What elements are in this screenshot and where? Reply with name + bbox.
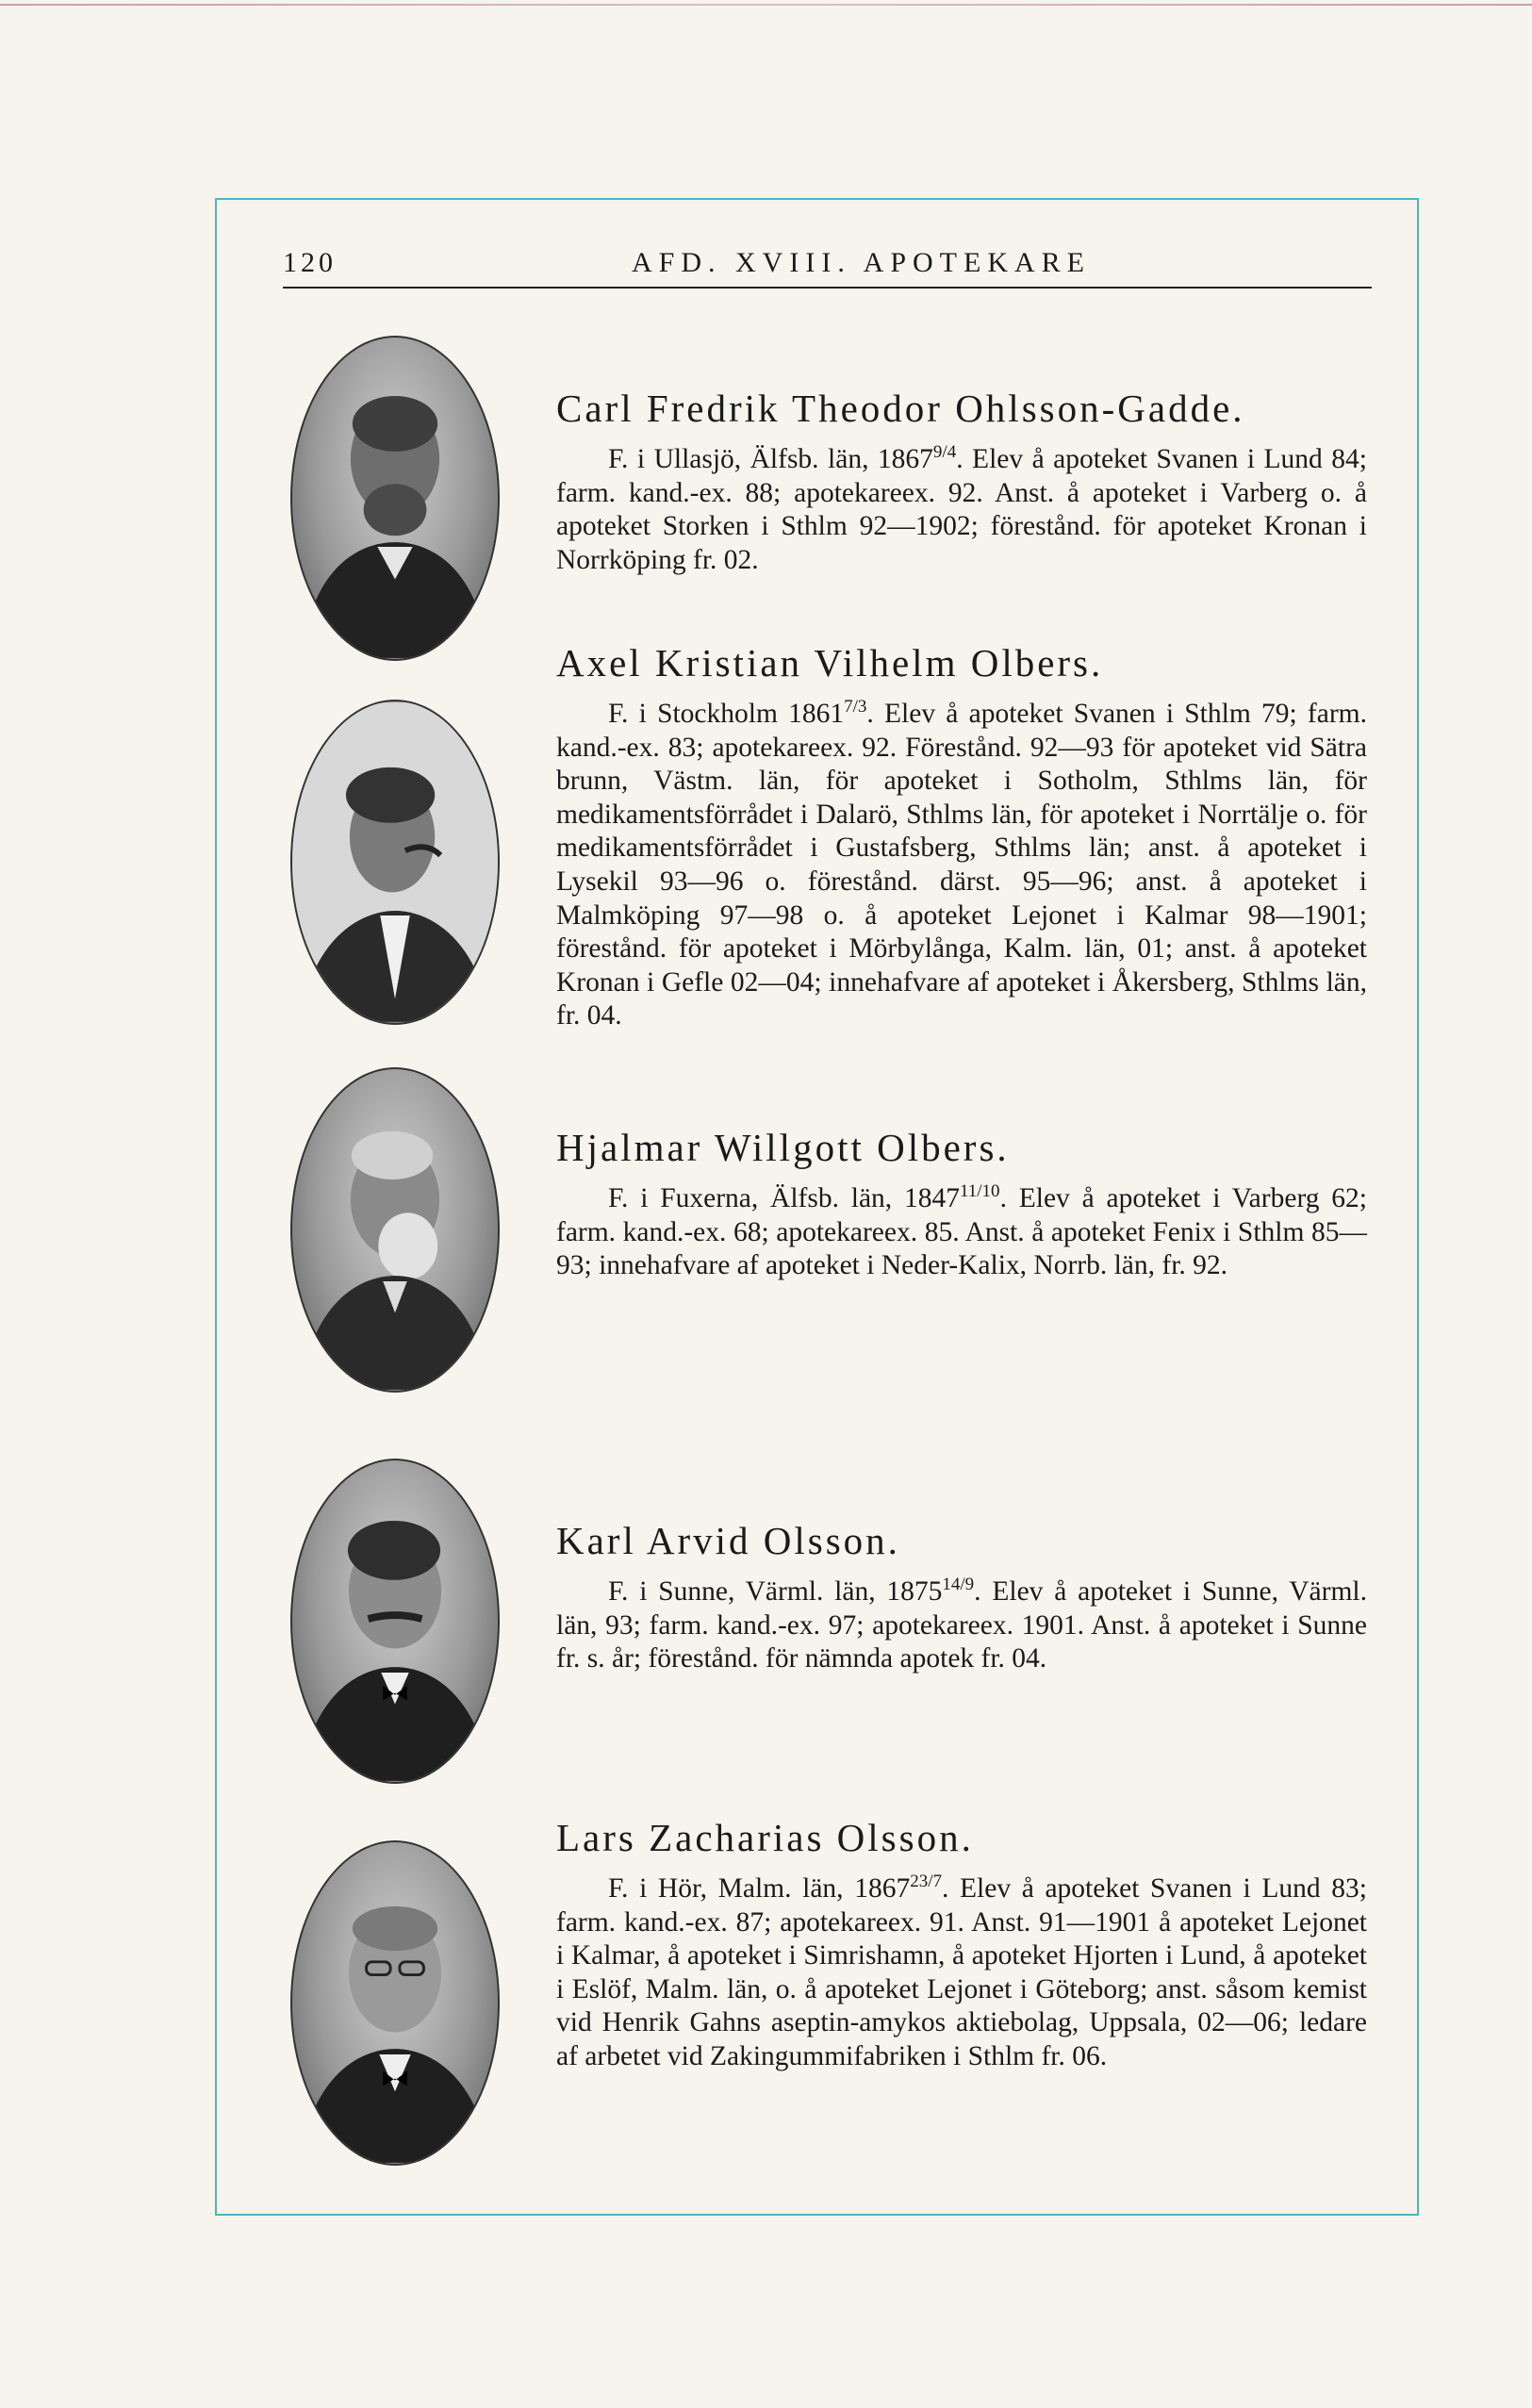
portrait-photo	[290, 336, 500, 661]
portrait-figure-icon	[292, 1460, 498, 1782]
entry-text	[556, 639, 1367, 1033]
person-name: Lars Zacharias Olsson.	[556, 1816, 974, 1859]
birth-date-superscript: 9/4	[932, 442, 957, 463]
birth-date-superscript: 14/9	[942, 1575, 975, 1595]
biography: F. i Stockholm $1861^{7/3}$. Elev å apoteket Svanen i Sthlm 79; farm. kand.-ex. 83; apotekareex. 92. Förestånd. 92—93 för apoteket vid Sätra brunn, Västm. län, för apoteket i Sotholm, Sthlms län, för medikamentsförrådet i Dalarö, Sthlms län, för apoteket i Norrtälje o. för medikamentsförrådet i Gustafsberg, Sthlms län; anst. å apoteket i Lysekil 93—96 o. förestånd. därst. 95—96; anst. å apoteket i Malmköping 97—98 o. å apoteket Lejonet i Kalmar 98—1901; förestånd. för apoteket i Mörbylånga, Kalm. län, 01; anst. å apoteket Kronan i Gefle 02—04; innehafvare af apoteket i Åkersberg, Sthlms län, fr. 04.	[556, 697, 1367, 1031]
biography: F. i Ullasjö, Älfsb. län, $1867^{9/4}$. Elev å apoteket Svanen i Lund 84; farm. kand.-ex. 88; apotekareex. 92. Anst. å apoteket i Varberg o. å apoteket Storken i Sthlm 92—1902; förestånd. för apoteket Kronan i Norrköping fr. 02.	[556, 442, 1367, 575]
page-frame	[215, 198, 1419, 2216]
birth-date-superscript: 11/10	[959, 1181, 1000, 1202]
portrait-photo	[290, 1067, 500, 1393]
person-name: Axel Kristian Vilhelm Olbers.	[556, 641, 1104, 684]
biography: F. i Fuxerna, Älfsb. län, $1847^{11/10}$. Elev å apoteket i Varberg 62; farm. kand.-ex. 68; apotekareex. 85. Anst. å apoteket Fenix i Sthlm 85—93; innehafvare af apoteket i Neder-Kalix, Norrb. län, fr. 92.	[556, 1181, 1367, 1281]
section-title: AFD. XVIII. APOTEKARE	[632, 247, 1091, 278]
entry-text	[556, 385, 1367, 577]
portrait-photo	[290, 700, 500, 1025]
portrait-figure-icon	[292, 701, 498, 1023]
biography: F. i Hör, Malm. län, $1867^{23/7}$. Elev å apoteket Svanen i Lund 83; farm. kand.-ex. 87; apotekareex. 91. Anst. 91—1901 å apoteket Lejonet i Kalmar, å apoteket i Simrishamn, å apoteket Hjorten i Lund, å apoteket i Eslöf, Malm. län, o. å apoteket Lejonet i Göteborg; anst. såsom kemist vid Henrik Gahns aseptin-amykos aktiebolag, Uppsala, 02—06; ledare af arbetet vid Zakingummifabriken i Sthlm fr. 06.	[556, 1872, 1367, 2071]
top-edge-rule	[0, 4, 1532, 6]
entry-text	[556, 1517, 1367, 1676]
birth-date-superscript: 23/7	[910, 1872, 942, 1892]
biography: F. i Sunne, Värml. län, $1875^{14/9}$. Elev å apoteket i Sunne, Värml. län, 93; farm. kand.-ex. 97; apotekareex. 1901. Anst. å apoteket i Sunne fr. s. år; förestånd. för nämnda apotek fr. 04.	[556, 1575, 1367, 1674]
portrait-photo	[290, 1459, 500, 1784]
portrait-figure-icon	[292, 1842, 498, 2164]
person-name: Carl Fredrik Theodor Ohlsson-Gadde.	[556, 387, 1245, 430]
entry-text	[556, 1124, 1367, 1283]
running-head	[283, 239, 1372, 289]
page-number: 120	[283, 247, 337, 278]
person-name: Hjalmar Willgott Olbers.	[556, 1126, 1010, 1169]
portrait-photo	[290, 1840, 500, 2166]
entry-text	[556, 1814, 1367, 2074]
birth-date-superscript: 7/3	[844, 697, 867, 717]
portrait-figure-icon	[292, 1069, 498, 1391]
person-name: Karl Arvid Olsson.	[556, 1519, 900, 1562]
portrait-figure-icon	[292, 338, 498, 659]
